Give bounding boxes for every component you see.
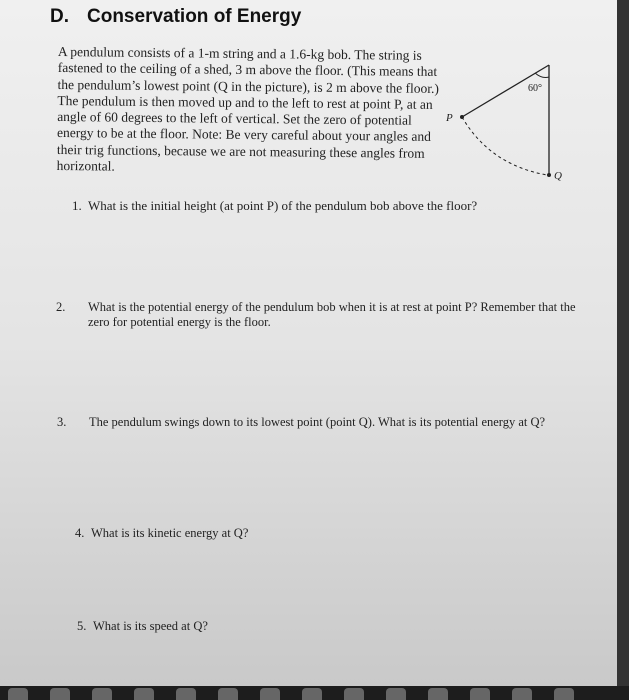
- dock-app-icon[interactable]: [302, 688, 322, 700]
- dock: [0, 686, 629, 700]
- question-text: The pendulum swings down to its lowest point (point Q). What is its potential energy at Q?: [89, 415, 546, 429]
- question-text: What is its kinetic energy at Q?: [91, 526, 249, 540]
- question-1: [72, 198, 572, 213]
- dock-app-icon[interactable]: [470, 688, 490, 700]
- point-q-label: Q: [554, 170, 562, 182]
- bob-q: [547, 173, 551, 177]
- dock-app-icon[interactable]: [134, 688, 154, 700]
- section-letter: D.: [50, 6, 69, 27]
- dock-app-icon[interactable]: [512, 688, 532, 700]
- section-heading: Conservation of Energy: [87, 6, 302, 27]
- screen-bezel: [617, 0, 629, 700]
- question-number: 5.: [77, 619, 87, 633]
- question-number: 1.: [72, 198, 82, 213]
- dock-app-icon[interactable]: [260, 688, 280, 700]
- angle-label: 60°: [528, 83, 542, 94]
- question-text: What is its speed at Q?: [93, 619, 208, 633]
- question-number: 2.: [56, 300, 66, 314]
- question-text: What is the potential energy of the pendulum bob when it is at rest at point P? Remember that the zero for potential energy is the floor.: [88, 300, 576, 329]
- question-number: 3.: [57, 415, 67, 429]
- dock-app-icon[interactable]: [50, 688, 70, 700]
- question-text: What is the initial height (at point P) of the pendulum bob above the floor?: [88, 198, 478, 213]
- dock-app-icon[interactable]: [428, 688, 448, 700]
- dock-app-icon[interactable]: [386, 688, 406, 700]
- question-5: [77, 619, 557, 634]
- problem-intro: A pendulum consists of a 1-m string and a 1.6-kg bob. The string is fastened to the ceiling of a shed, 3 m above the floor. (This means that the pendulum’s lowest point (Q in the picture), is 2 m above the floor.) The pendulum is then moved up and to the left to rest at point P, at an angle of 60 degrees to the left of vertical. Set the zero of potential energy to be at the floor. Note: Be very careful about your angles and their trig functions, because we are not measuring these angles from horizontal.: [56, 44, 439, 174]
- angle-arc: [535, 73, 549, 78]
- pendulum-diagram: [440, 55, 580, 185]
- question-number: 4.: [75, 526, 85, 540]
- dock-app-icon[interactable]: [8, 688, 28, 700]
- dock-app-icon[interactable]: [176, 688, 196, 700]
- swing-path: [462, 117, 547, 175]
- section-title: [50, 6, 301, 28]
- bob-p: [460, 115, 464, 119]
- question-4: [75, 526, 555, 541]
- point-p-label: P: [446, 112, 453, 124]
- dock-app-icon[interactable]: [344, 688, 364, 700]
- question-2: [56, 300, 588, 330]
- question-3: [57, 415, 584, 430]
- dock-app-icon[interactable]: [554, 688, 574, 700]
- dock-app-icon[interactable]: [218, 688, 238, 700]
- dock-app-icon[interactable]: [92, 688, 112, 700]
